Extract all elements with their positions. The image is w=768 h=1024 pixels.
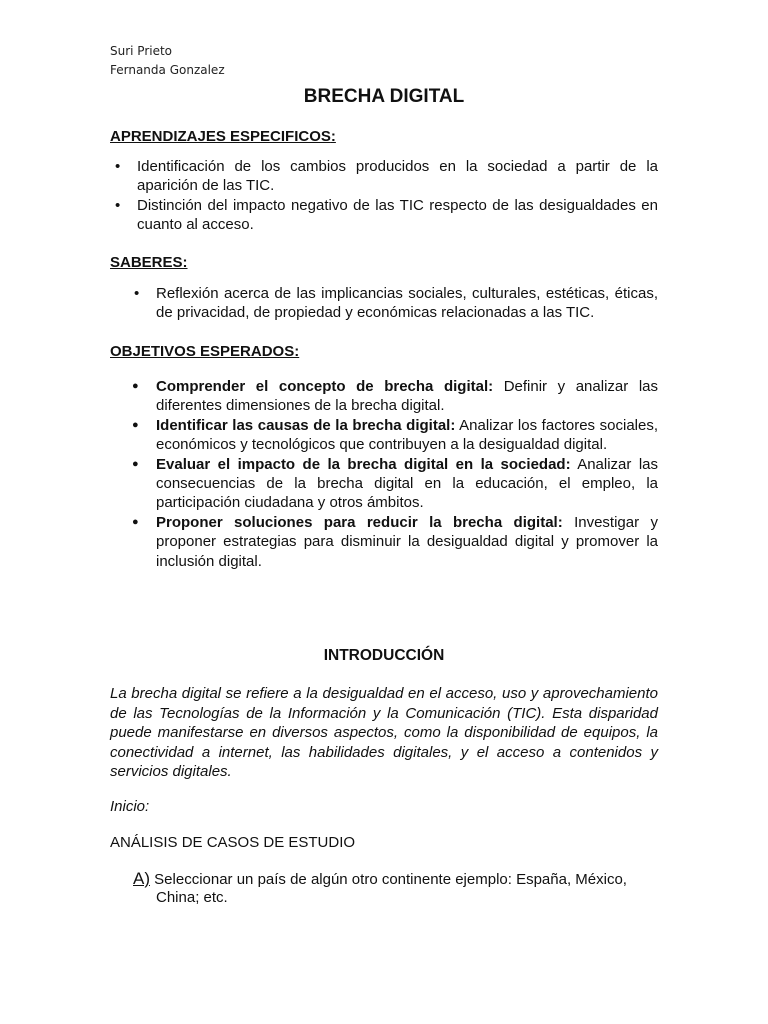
heading-colon: : (330, 128, 336, 145)
authors (110, 42, 225, 80)
bullet-icon: ● (132, 418, 139, 431)
objective-lead: Proponer soluciones para reducir la brecha digital: (156, 513, 563, 531)
section-heading-introduccion: INTRODUCCIÓN (323, 647, 445, 664)
objective-text: Analizar los factores sociales, económicos y tecnológicos que contribuyen a la desigualdad digital. (156, 416, 658, 454)
objective-text: Analizar las consecuencias de la brecha digital en la educación, el empleo, la participación ciudadana y otros ámbitos. (156, 455, 658, 512)
list-item (132, 416, 658, 455)
section-heading-aprendizajes (110, 128, 336, 145)
objective-lead: Evaluar el impacto de la brecha digital en la sociedad: (156, 455, 571, 473)
objective-lead: Identificar las causas de la brecha digital: (156, 416, 456, 434)
list-item (132, 455, 658, 513)
list-item-text: Reflexión acerca de las implicancias sociales, culturales, estéticas, éticas, de privacidad, de propiedad y económicas relacionadas a las TIC. (156, 285, 658, 322)
list-item (132, 513, 658, 571)
inicio-label: Inicio: (110, 798, 150, 815)
objective-text: Definir y analizar las diferentes dimensiones de la brecha digital. (156, 378, 658, 415)
author-name: Fernanda Gonzalez (110, 63, 225, 77)
case-marker: A) (133, 869, 150, 888)
author-name: Suri Prieto (110, 44, 173, 58)
case-text-line: Seleccionar un país de algún otro continente ejemplo: España, México, (154, 871, 627, 888)
list-item-text: Distinción del impacto negativo de las TIC respecto de las desigualdades en cuanto al acceso. (137, 196, 658, 234)
bullet-icon: • (134, 285, 140, 302)
bullet-icon: ● (132, 457, 139, 470)
list-item (115, 196, 658, 235)
objective-lead: Comprender el concepto de brecha digital: (156, 378, 494, 395)
section-heading-objetivos: OBJETIVOS ESPERADOS: (110, 343, 300, 360)
list-item (115, 157, 658, 196)
document-title: BRECHA DIGITAL (303, 86, 465, 107)
objective-text: Investigar y proponer estrategias para disminuir la desigualdad digital y promover la inclusión digital. (156, 513, 658, 570)
section-heading-analisis: ANÁLISIS DE CASOS DE ESTUDIO (110, 834, 356, 851)
bullet-icon: • (115, 158, 121, 175)
section-heading-text: APRENDIZAJES ESPECIFICOS (110, 128, 331, 145)
aprendizajes-list (115, 157, 658, 235)
bullet-icon: • (115, 196, 121, 214)
list-item (134, 284, 658, 323)
case-text-line: China; etc. (156, 889, 228, 906)
case-item (133, 870, 658, 907)
bullet-icon: ● (132, 380, 139, 392)
section-heading-saberes: SABERES: (110, 254, 188, 271)
objetivos-list (132, 377, 658, 571)
saberes-list (134, 284, 658, 323)
list-item (132, 377, 658, 416)
bullet-icon: ● (132, 515, 139, 528)
intro-paragraph: La brecha digital se refiere a la desigualdad en el acceso, uso y aprovechamiento de las Tecnologías de la Información y la Comunicación (TIC). Esta disparidad puede manifestarse en diversos aspectos, como la disponibilidad de equipos, la conectividad a internet, las habilidades digitales, y el acceso a contenidos y servicios digitales. (110, 685, 658, 780)
list-item-text: Identificación de los cambios producidos en la sociedad a partir de la aparición de las TIC. (137, 158, 658, 195)
